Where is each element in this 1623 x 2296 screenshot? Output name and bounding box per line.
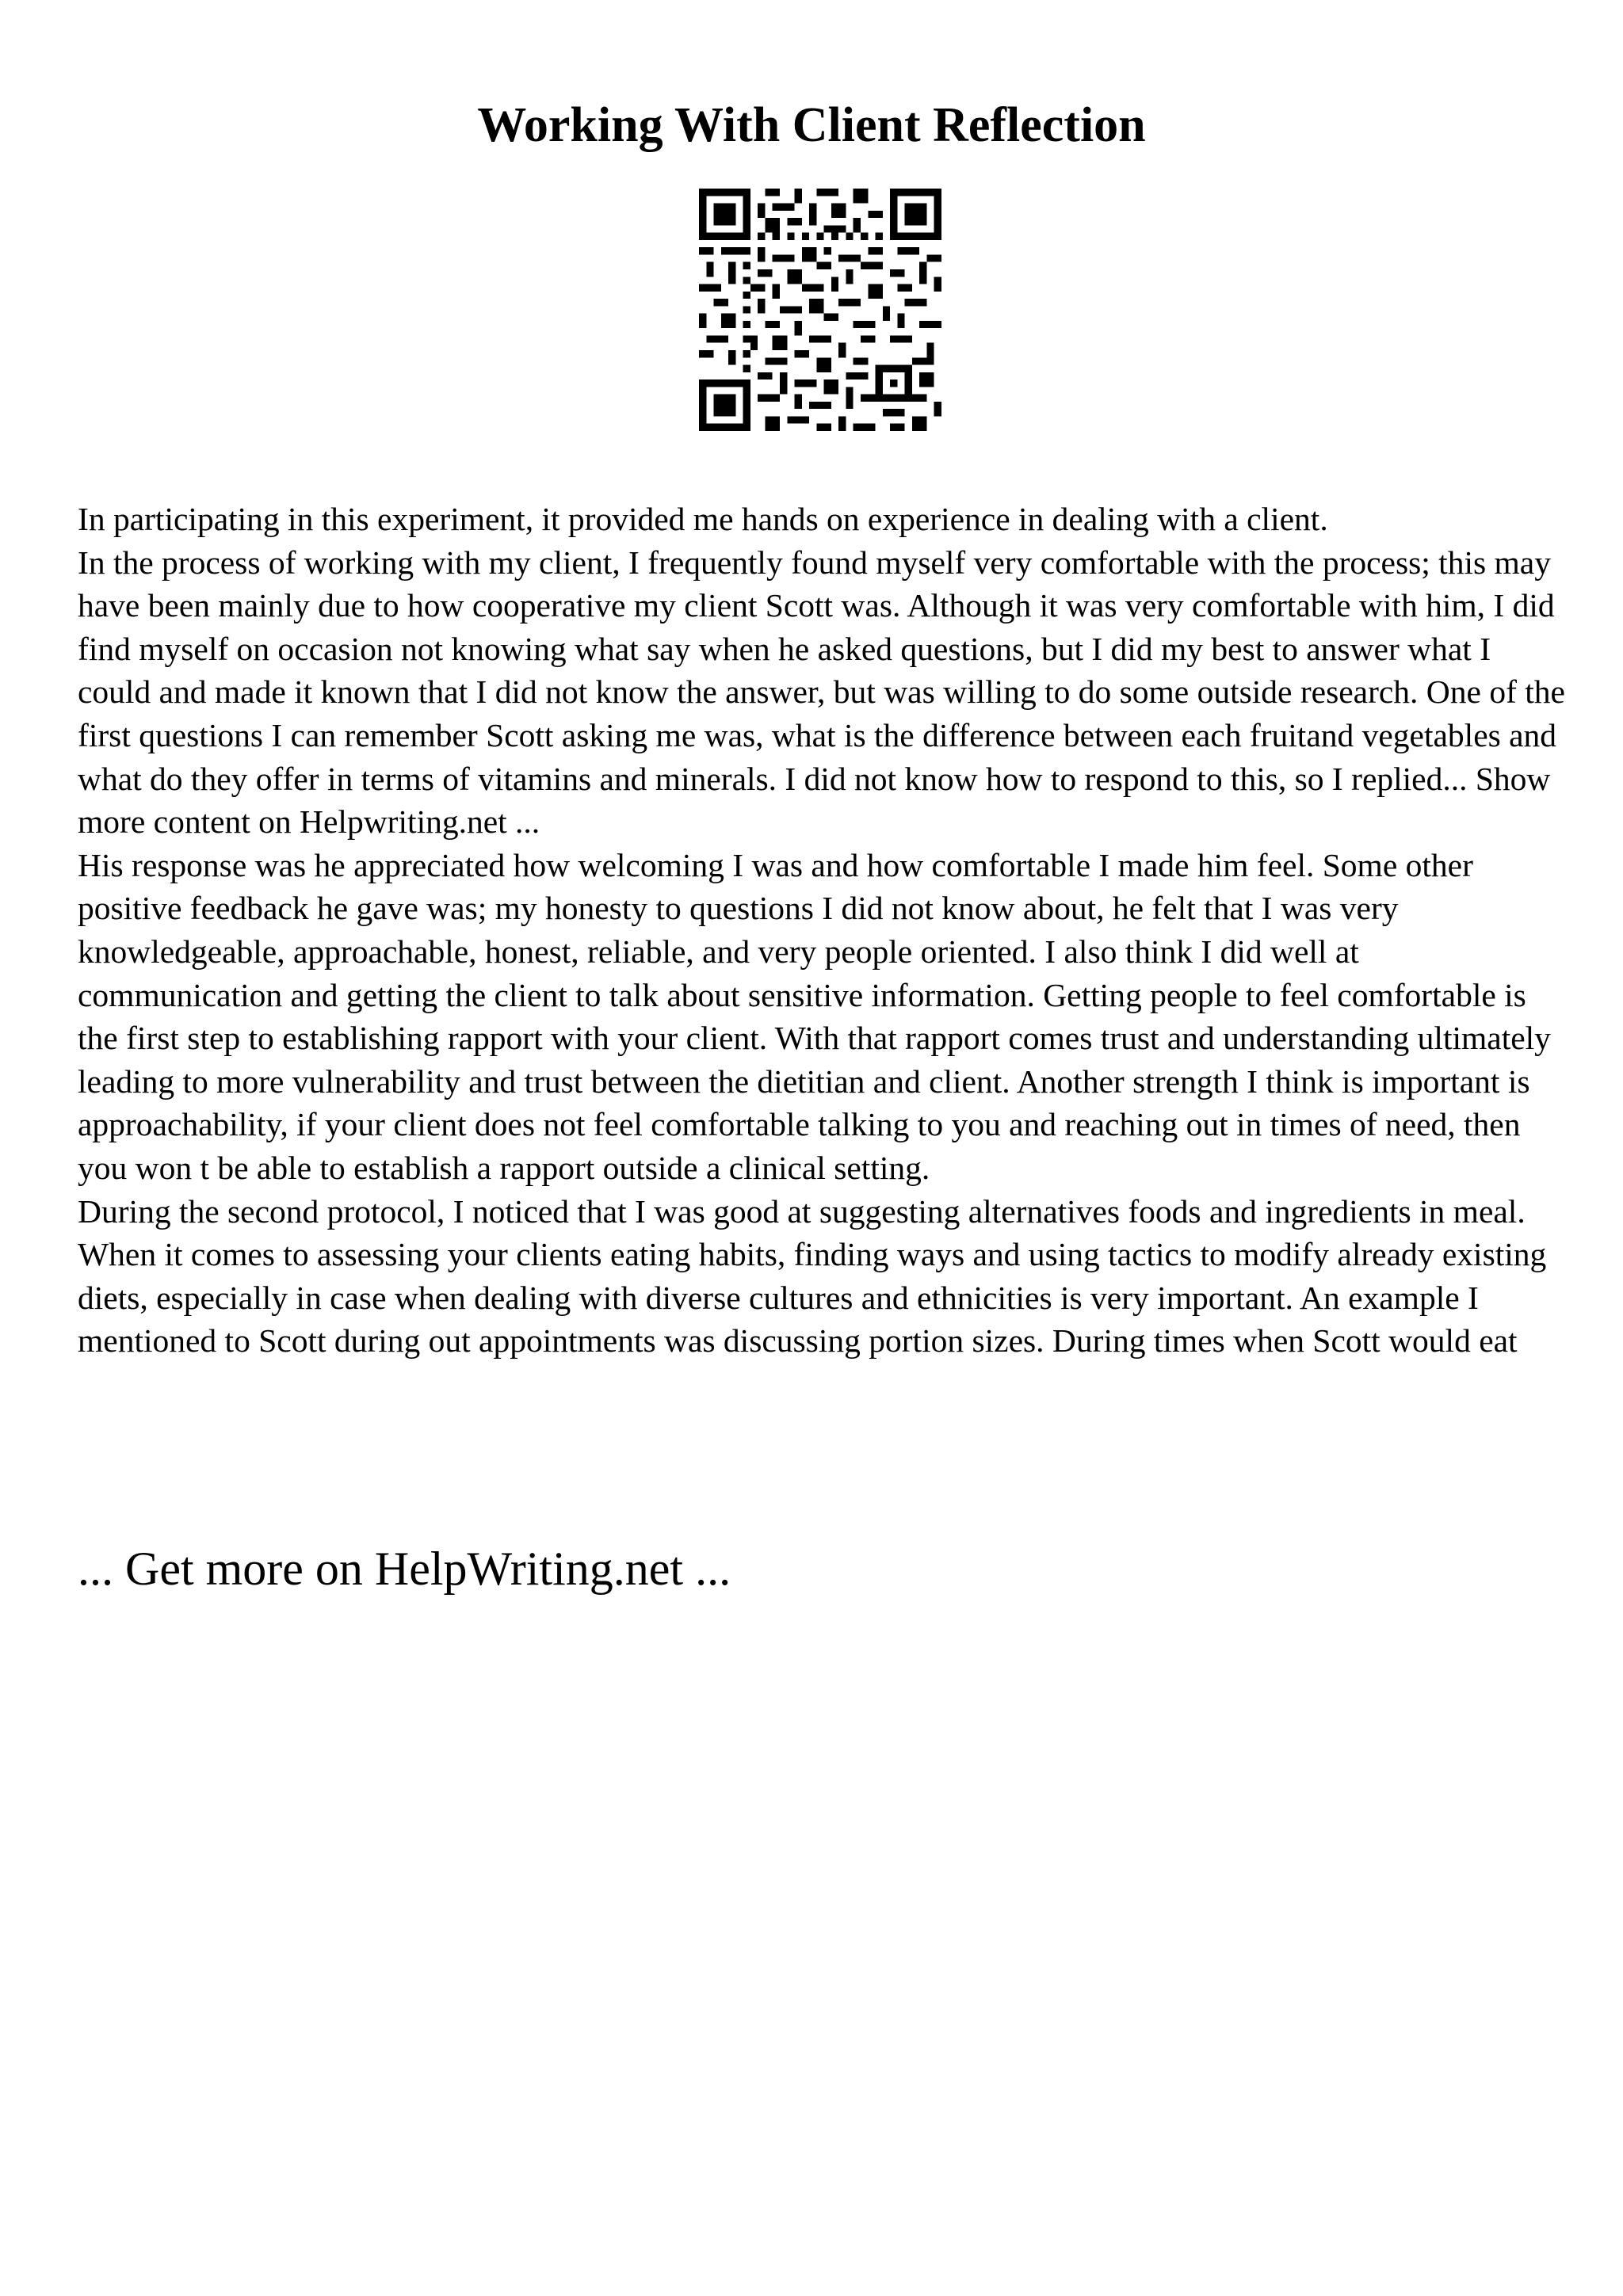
get-more-link[interactable]: ... Get more on HelpWriting.net ... xyxy=(78,1543,731,1595)
document-body xyxy=(78,498,1568,1363)
paragraph-4: During the second protocol, I noticed that I was good at suggesting alternatives foods and ingredients in meal. When it comes to assessing your clients eating habits, finding ways and using tactics to modify already existing diets, especially in case when dealing with diverse cultures and ethnicities is very important. An example I mentioned to Scott during out appointments was discussing portion sizes. During times when Scott would eat xyxy=(78,1192,1547,1360)
qr-code-icon xyxy=(699,189,941,431)
paragraph-2: In the process of working with my client, I frequently found myself very comfortable with the process; this may have been mainly due to how cooperative my client Scott was. Although it was very comfortable with him, I did find myself on occasion not knowing what say when he asked questions, but I did my best to answer what I could and made it known that I did not know the answer, but was willing to do some outside research. One of the first questions I can remember Scott asking me was, what is the difference between each fruitand vegetables and what do they offer in terms of vitamins and minerals. I did not know how to respond to this, so I replied... Show more content on Helpwriting.net ... xyxy=(78,543,1565,841)
document-title: Working With Client Reflection xyxy=(477,98,1146,152)
paragraph-3: His response was he appreciated how welcoming I was and how comfortable I made him feel. Some other positive feedback he gave was; my honesty to questions I did not know about, he felt that I was very knowledgeable, approachable, honest, reliable, and very people oriented. I also think I did well at communication and getting the client to talk about sensitive information. Getting people to feel comfortable is the first step to establishing rapport with your client. With that rapport comes trust and understanding ultimately leading to more vulnerability and trust between the dietitian and client. Another strength I think is important is approachability, if your client does not feel comfortable talking to you and reaching out in times of need, then you won t be able to establish a rapport outside a clinical setting. xyxy=(78,846,1551,1186)
paragraph-1: In participating in this experiment, it provided me hands on experience in dealing with a client. xyxy=(78,501,1328,537)
